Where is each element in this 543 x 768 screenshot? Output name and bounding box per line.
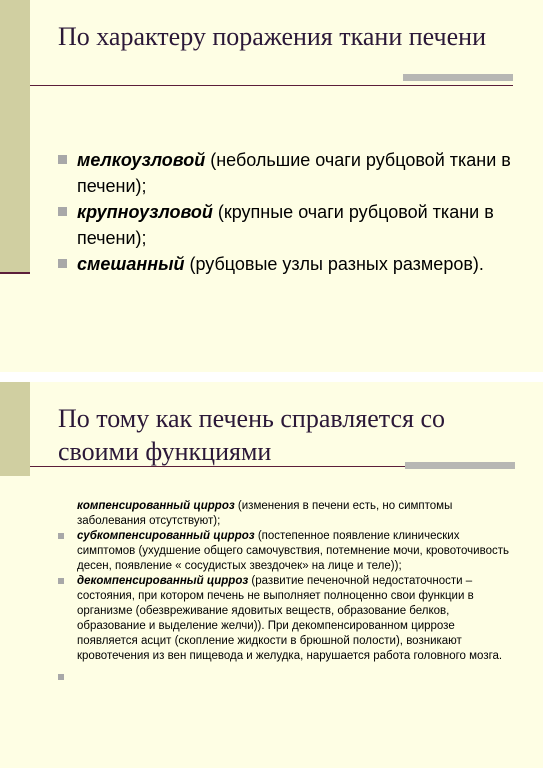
bullet-list (58, 147, 518, 277)
list-item (58, 251, 518, 277)
item-text: (изменения в печени есть, но симптомы заболевания отсутствуют); (77, 500, 453, 527)
item-text: (крупные очаги рубцовой ткани в печени); (77, 202, 494, 248)
slide-liver-tissue-damage (0, 0, 543, 372)
slide-side-bar (0, 0, 30, 272)
item-term: декомпенсированный цирроз (77, 575, 249, 587)
square-bullet-icon (58, 578, 64, 584)
item-text: (развитие печеночной недостаточности – состояния, при котором печень не выполняет полноценно свои функции в организме (обезвреживание ядовитых веществ, образование белков, образование и выделение желчи)). При декомпенсированном циррозе появляется асцит (скопление жидкости в брюшной полости), возникают кровотечения из вен пищевода и желудка, нарушается работа головного мозга. (77, 575, 503, 662)
item-term: крупноузловой (77, 202, 213, 222)
item-term: субкомпенсированный цирроз (77, 530, 255, 542)
title-underline (30, 85, 513, 86)
item-term: мелкоузловой (77, 150, 206, 170)
list-item (58, 199, 518, 251)
square-bullet-icon (58, 674, 64, 680)
square-bullet-icon (58, 533, 64, 539)
list-item (58, 147, 518, 199)
bullet-list (58, 499, 518, 685)
slide-title: По тому как печень справляется со своими функциями (58, 404, 445, 466)
list-item (58, 529, 518, 574)
item-text: (постепенное появление клинических симптомов (ухудшение общего самочувствия, потемнение мочи, кровоточивость десен, появление « сосудистых звездочек» на лице и теле)); (77, 530, 509, 572)
square-bullet-icon (58, 259, 67, 268)
list-item (58, 574, 518, 664)
slide-liver-function (0, 382, 543, 768)
item-term: компенсированный цирроз (77, 500, 235, 512)
slide-title: По характеру поражения ткани печени (58, 22, 486, 51)
square-bullet-icon (58, 155, 67, 164)
side-accent-line (0, 272, 30, 274)
title-accent-strip (405, 462, 515, 469)
list-item (58, 670, 518, 685)
item-text: (рубцовые узлы разных размеров). (184, 254, 484, 274)
square-bullet-icon (58, 207, 67, 216)
list-item (58, 499, 518, 529)
slide-side-bar (0, 382, 30, 476)
item-text: (небольшие очаги рубцовой ткани в печени); (77, 150, 511, 196)
item-term: смешанный (77, 254, 185, 274)
title-accent-strip (403, 74, 513, 81)
